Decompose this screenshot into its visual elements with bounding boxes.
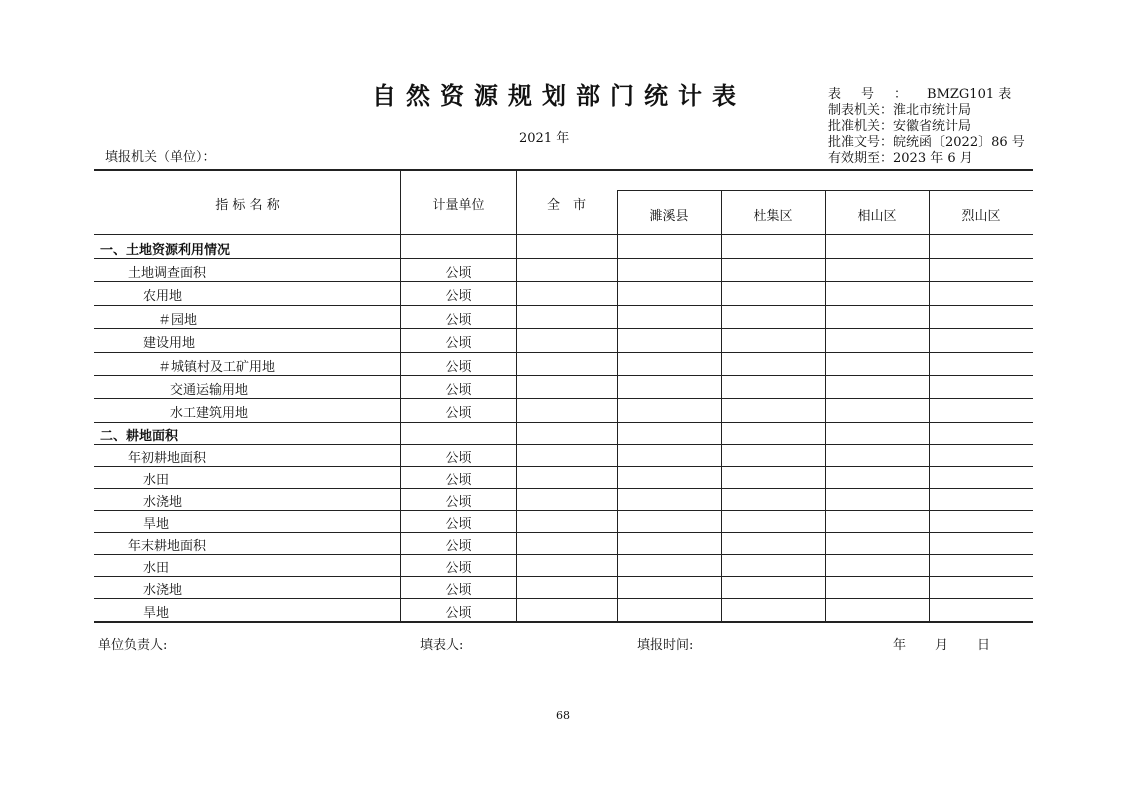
row-indicator-name: 年初耕地面积 [128, 451, 207, 466]
table-top-rule [94, 169, 1033, 171]
page-title: 自然资源规划部门统计表 [372, 81, 746, 110]
page-number: 68 [556, 709, 570, 722]
row-separator [94, 422, 1033, 423]
meta-label: 有效期至： [828, 151, 894, 166]
row-unit: 公顷 [445, 451, 472, 466]
column-divider [721, 190, 722, 622]
row-separator [94, 444, 1033, 445]
meta-form-number [828, 87, 1011, 103]
row-indicator-name: 水工建筑用地 [170, 406, 249, 421]
meta-label: 批准机关： [828, 119, 894, 134]
row-unit: 公顷 [445, 473, 472, 488]
row-separator [94, 466, 1033, 467]
row-separator [94, 305, 1033, 306]
meta-label: 批准文号： [828, 135, 894, 150]
header-district: 烈山区 [961, 209, 1001, 224]
row-indicator-name: 水浇地 [143, 495, 183, 510]
header-bottom-rule [94, 234, 1033, 235]
row-separator [94, 398, 1033, 399]
header-unit: 计量单位 [432, 198, 485, 213]
row-unit: 公顷 [445, 606, 472, 621]
row-unit: 公顷 [445, 495, 472, 510]
row-indicator-name: 旱地 [143, 606, 170, 621]
meta-label: 表号： [828, 87, 928, 102]
meta-value: 2023 年 6 月 [893, 151, 973, 166]
meta-value: BMZG101 表 [927, 87, 1012, 102]
row-indicator-name: 水浇地 [143, 583, 183, 598]
row-indicator-name: 年末耕地面积 [128, 539, 207, 554]
column-divider [929, 190, 930, 622]
filler-label: 填报机关（单位）： [105, 150, 216, 165]
row-separator [94, 554, 1033, 555]
row-separator [94, 328, 1033, 329]
footer-filler: 填表人: [420, 638, 464, 653]
row-indicator-name: 水田 [143, 561, 170, 576]
row-indicator-name: ＃园地 [158, 312, 198, 328]
header-district: 杜集区 [753, 209, 793, 224]
meta-approving-agency [828, 119, 971, 135]
meta-value: 皖统函〔2022〕86 号 [893, 135, 1025, 150]
row-indicator-name: 旱地 [143, 517, 170, 532]
row-unit: 公顷 [445, 382, 472, 398]
column-divider [825, 190, 826, 622]
row-unit: 公顷 [445, 539, 472, 554]
row-unit: 公顷 [445, 312, 472, 328]
row-unit: 公顷 [445, 561, 472, 576]
row-separator [94, 598, 1033, 599]
row-unit: 公顷 [445, 265, 472, 281]
row-indicator-name: 建设用地 [143, 336, 196, 351]
row-indicator-name: 土地调查面积 [128, 265, 207, 281]
row-separator [94, 281, 1033, 282]
row-separator [94, 352, 1033, 353]
row-separator [94, 488, 1033, 489]
meta-approval-number [828, 135, 1025, 151]
meta-value: 淮北市统计局 [893, 103, 972, 118]
row-separator [94, 258, 1033, 259]
footer-year: 年 [893, 638, 907, 653]
report-year: 2021 年 [519, 131, 570, 146]
header-district: 濉溪县 [649, 209, 689, 224]
footer-fill-time: 填报时间: [637, 638, 694, 653]
row-unit: 公顷 [445, 359, 472, 375]
row-unit: 公顷 [445, 406, 472, 421]
header-whole-city: 全 市 [546, 198, 586, 213]
row-indicator-name: 二、耕地面积 [100, 429, 179, 444]
column-divider [516, 170, 517, 622]
row-separator [94, 576, 1033, 577]
footer-person-in-charge: 单位负责人: [98, 638, 168, 653]
row-unit: 公顷 [445, 517, 472, 532]
column-divider [617, 190, 618, 622]
row-unit: 公顷 [445, 336, 472, 351]
header-district: 相山区 [857, 209, 897, 224]
row-unit: 公顷 [445, 583, 472, 598]
table-bottom-rule [94, 621, 1033, 623]
row-unit: 公顷 [445, 289, 472, 304]
meta-valid-until [828, 151, 973, 167]
row-indicator-name: ＃城镇村及工矿用地 [158, 359, 276, 375]
row-separator [94, 375, 1033, 376]
meta-value: 安徽省统计局 [893, 119, 972, 134]
row-separator [94, 532, 1033, 533]
row-indicator-name: 水田 [143, 473, 170, 488]
meta-issuing-agency [828, 103, 971, 119]
row-separator [94, 510, 1033, 511]
meta-label: 制表机关： [828, 103, 894, 118]
row-indicator-name: 交通运输用地 [170, 382, 249, 398]
footer-day: 日 [977, 638, 991, 653]
footer-month: 月 [935, 638, 949, 653]
row-indicator-name: 农用地 [143, 289, 183, 304]
header-indicator: 指 标 名 称 [215, 198, 280, 213]
row-indicator-name: 一、土地资源利用情况 [100, 242, 231, 258]
